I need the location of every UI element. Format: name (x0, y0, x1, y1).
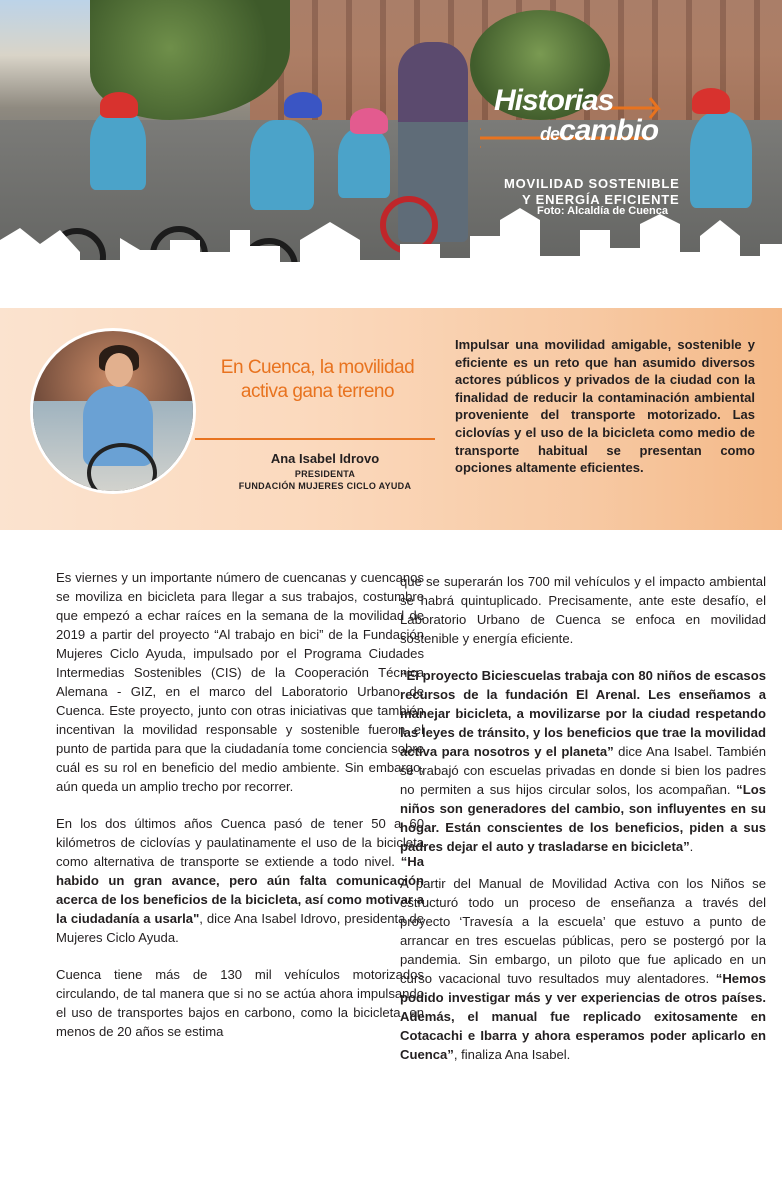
body-paragraph: que se superarán los 700 mil vehículos y el impacto ambiental se habrá quintuplicado. Precisamente, ante este desafío, el Laboratorio Urbano de Cuenca se enfoca en movilidad sostenible y energía eficiente. (400, 574, 766, 646)
body-text: . (689, 839, 694, 854)
body-column-right (400, 572, 766, 1082)
author-portrait (30, 328, 196, 494)
body-text: , finaliza Ana Isabel. (453, 1047, 571, 1062)
body-paragraph (400, 874, 766, 1064)
quote: “Hemos podido investigar más y ver experiencias de otros países. Además, el manual fue replicado exitosamente en Cotacachi e Ibarra y ahora esperamos poder aplicarlo en Cuenca” (400, 971, 766, 1062)
body-paragraph (400, 666, 766, 856)
brand-subtitle-line1: MOVILIDAD SOSTENIBLE (504, 176, 680, 191)
helmet (100, 92, 138, 118)
body-text: A partir del Manual de Movilidad Activa con los Niños se estructuró todo un proceso de enseñanza a través del proyecto ‘Travesía a la escuela’ que estuvo a punto de arrancar en tres escuelas públicas, pero se postergó por la pandemia. Sin embargo, un piloto que fue aplicado en un curso vacacional tuvo resultados muy alentadores. (400, 876, 766, 986)
body-paragraph (56, 814, 424, 947)
bicycle (87, 443, 157, 494)
helmet (350, 108, 388, 134)
child-cyclist (250, 120, 314, 210)
body-text: , dice Ana Isabel Idrovo, presidenta de Mujeres Ciclo Ayuda. (56, 911, 424, 945)
body-column-left (56, 568, 424, 1059)
helmet (284, 92, 322, 118)
quote: “Los niños son generadores del cambio, son influyentes en su hogar. Están conscientes de los beneficios, piden a sus padres dejar el auto y trasladarse en bicicleta” (400, 782, 766, 854)
article-headline: En Cuenca, la movilidad activa gana terreno (220, 357, 415, 402)
brand-subtitle-line2: Y ENERGÍA EFICIENTE (522, 192, 680, 207)
hero-photo (0, 0, 782, 308)
body-paragraph: Es viernes y un importante número de cuencanas y cuencanos se moviliza en bicicleta para llegar a sus trabajos, costumbre que empezó a echar raíces en la semana de la movilidad de 2019 a partir del proyecto “Al trabajo en bici” de la Fundación Mujeres Ciclo Ayuda, impulsado por el Programa Ciudades Intermedias Sostenibles (CIS) de la Cooperación Técnica Alemana - GIZ, en el marco del Laboratorio Urbano de Cuenca. Este proyecto, junto con otras iniciativas que también incentivan la movilidad responsable y sostenible fueron el punto de partida para que la ciudadanía tome conciencia sobre cuál es su rol en beneficio del medio ambiente. Sin embargo, aún queda un amplio trecho por recorrer. (56, 570, 424, 794)
brand-title-cambio: cambio (559, 114, 659, 147)
body-paragraph: Cuenca tiene más de 130 mil vehículos motorizados circulando, de tal manera que si no se actúa ahora impulsando el uso de transportes bajos en carbono, como la bicicleta, en menos de 20 años se estima (56, 967, 424, 1039)
headline-divider (195, 438, 435, 440)
body-text: En los dos últimos años Cuenca pasó de tener 50 a 60 kilómetros de ciclovías y paulatinamente el uso de la bicicleta como alternativa de transporte se extiende a todo nivel. (56, 816, 424, 869)
photo-credit: Foto: Alcaldía de Cuenca (537, 205, 669, 217)
child-cyclist (338, 128, 390, 198)
quote: “Ha habido un gran avance, pero aún falta comunicación acerca de los beneficios de la bicicleta, así como motivar a la ciudadanía a usarla" (56, 854, 424, 926)
brand-title-de: de (540, 124, 560, 144)
brand-title-line1: Historias (494, 84, 614, 117)
lead-paragraph: Impulsar una movilidad amigable, sostenible y eficiente es un reto que han asumido diversos actores públicos y privados de la ciudad con la finalidad de reducir la contaminación ambiental proveniente del transporte motorizado. Las ciclovías y el uso de la bicicleta como medio de transporte habitual se presentan como opciones altamente eficientes. (455, 337, 755, 476)
author-role: PRESIDENTA (294, 469, 356, 479)
section-brand (480, 80, 720, 220)
body-text: dice Ana Isabel. También se trabajó con escuelas privadas en donde si bien los padres no permiten a sus hijos circular solos, los acompañan. (400, 744, 767, 797)
quote: “El proyecto Biciescuelas trabaja con 80 niños de escasos recursos de la fundación El Arenal. Les enseñamos a manejar bicicleta, a movilizarse por la ciudad respetando las leyes de tránsito, y los beneficios que trae la movilidad activa para nosotros y el planeta” (400, 668, 766, 759)
author-organization: FUNDACIÓN MUJERES CICLO AYUDA (238, 481, 412, 491)
brand-title-line2 (540, 114, 658, 148)
author-block (240, 451, 410, 491)
author-name: Ana Isabel Idrovo (270, 451, 380, 466)
face (105, 353, 133, 387)
child-cyclist (90, 110, 146, 190)
